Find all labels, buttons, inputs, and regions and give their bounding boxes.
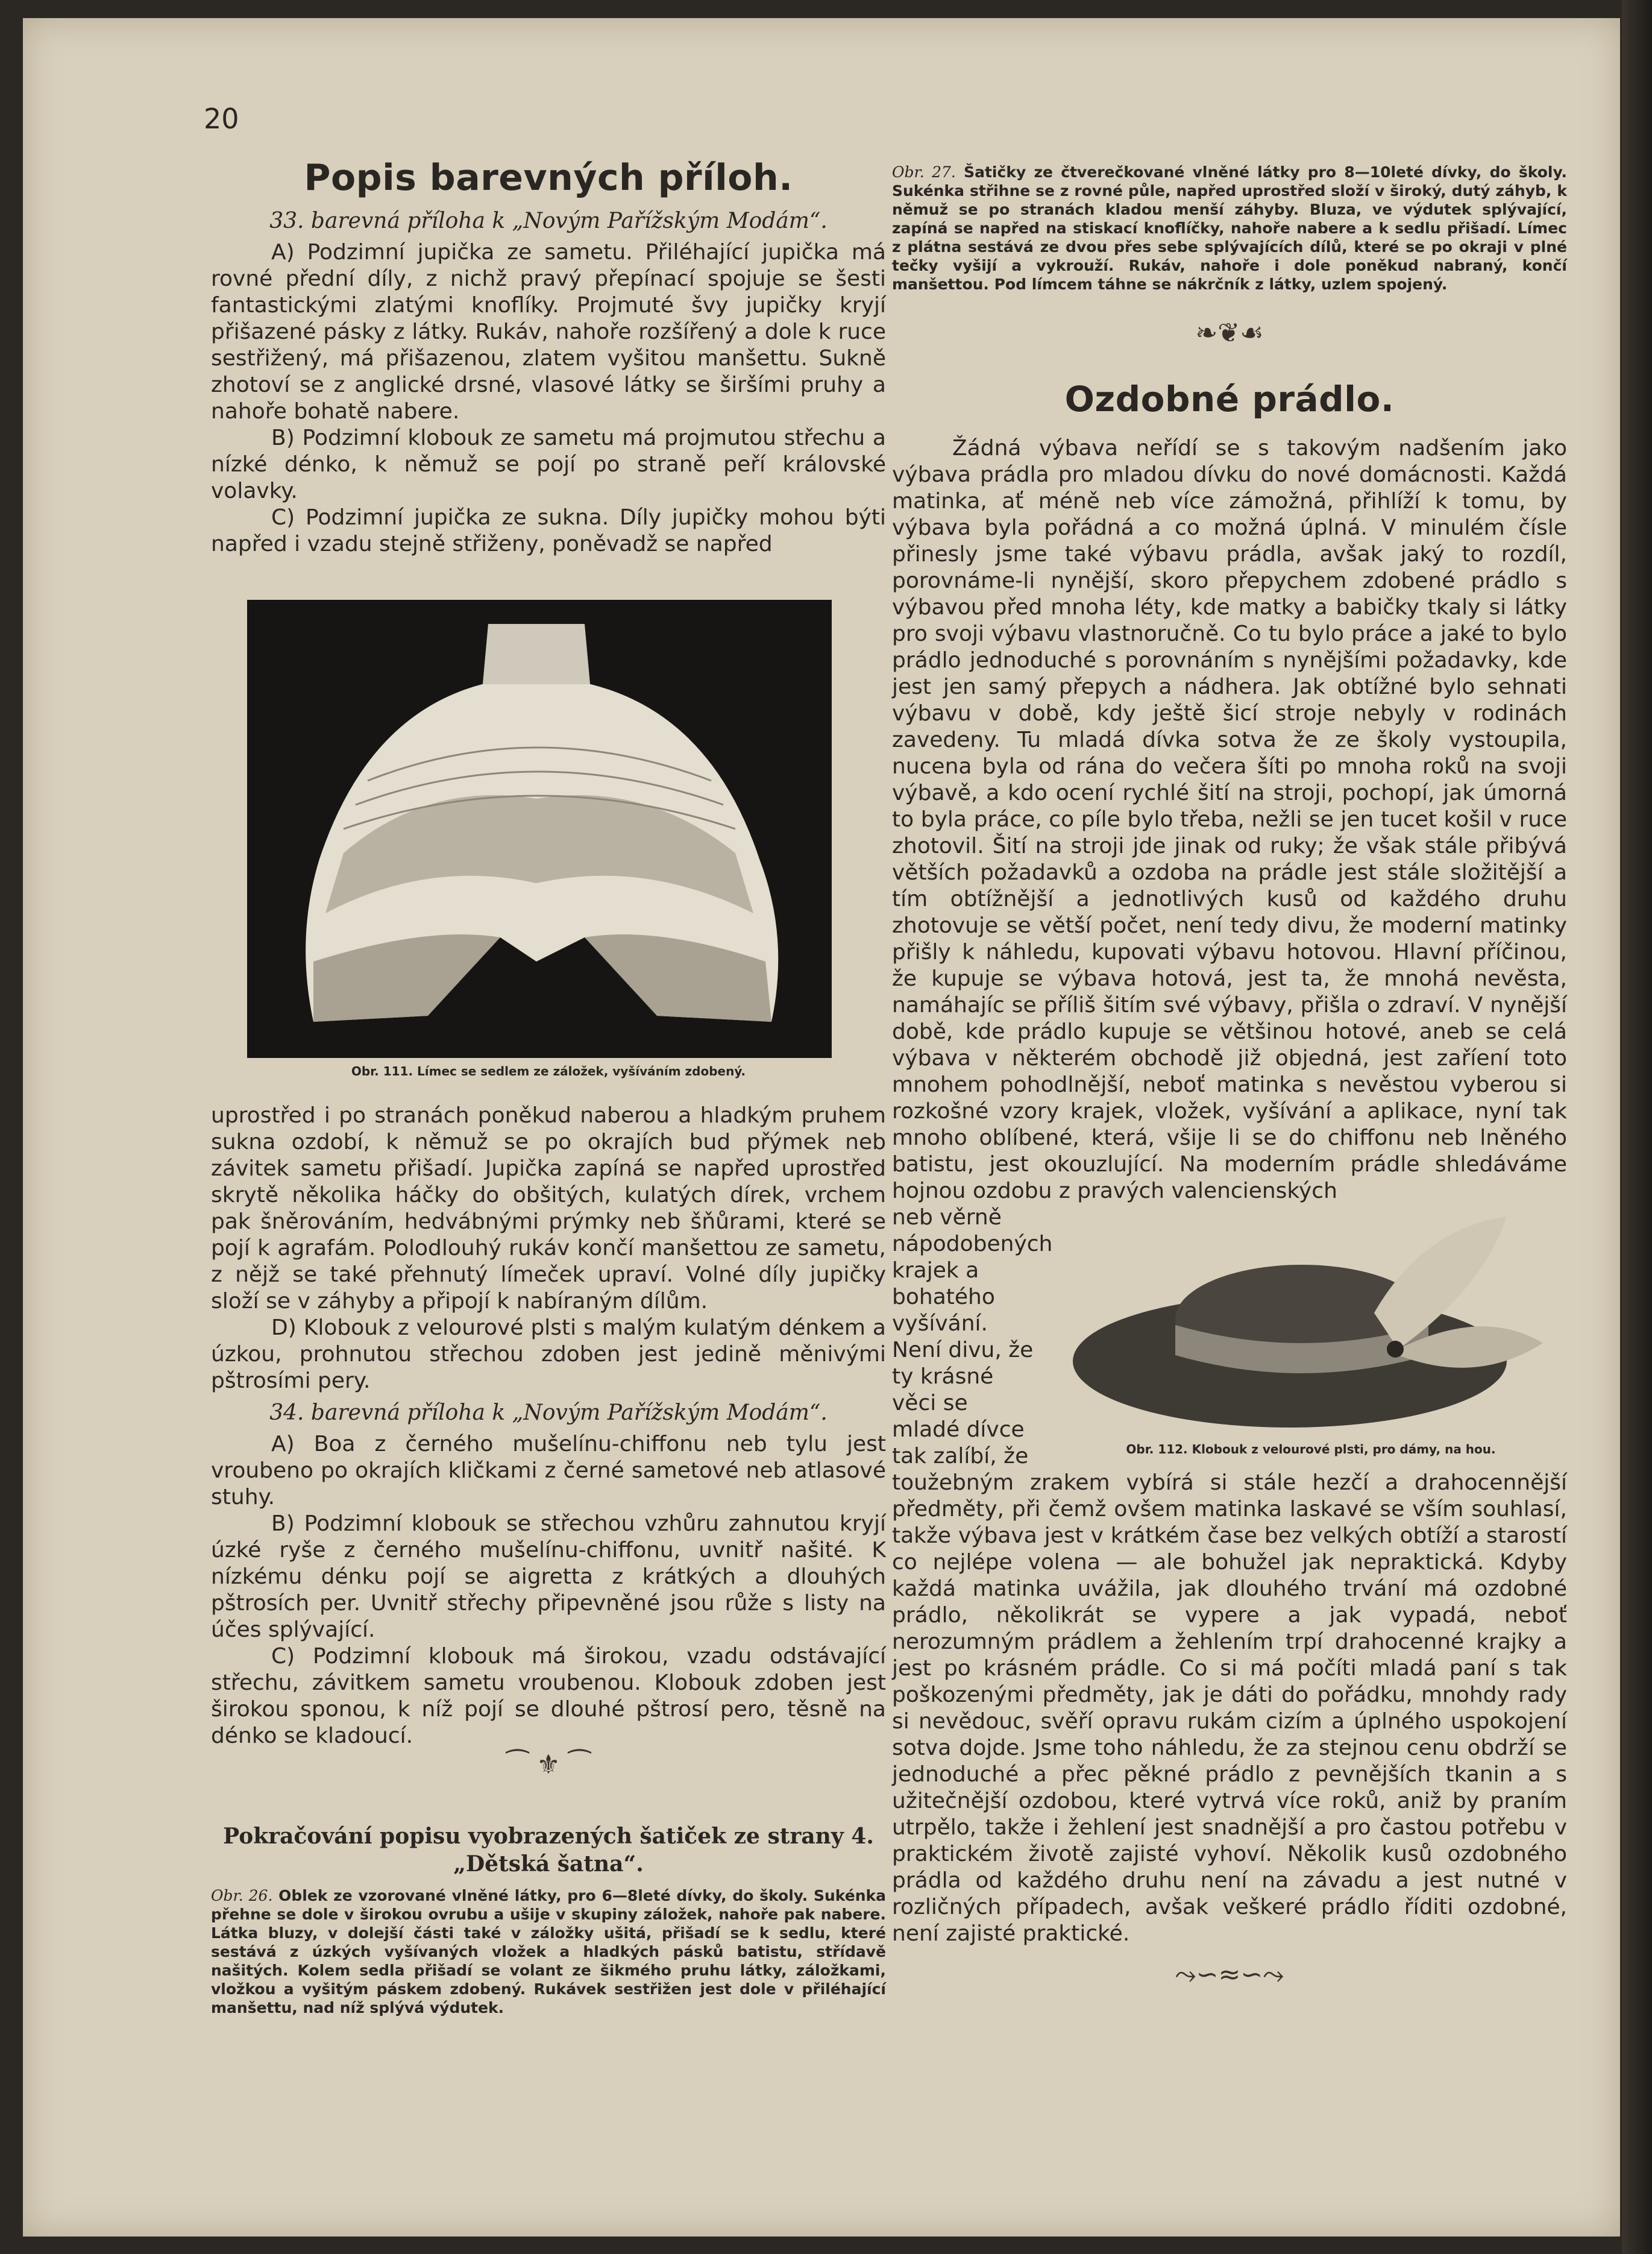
obr-26-text (211, 1886, 886, 2017)
obr-27-label: Obr. 27. (892, 163, 956, 181)
right-column (892, 157, 1567, 1990)
paragraph-prádlo-2: toužebným zrakem vybírá si stále hezčí a drahocennější předměty, při čemž ovšem matinka laskavé se vším souhlasí, takže výbava jest v krátkém čase bez velkých obtíží a starostí co nejlépe volena — ale bohužel jak nepraktická. Kdyby každá matinka uvážila, jak dlouhého trvání má ozdobné prádlo, několikrát se vypere a jak vypadá, neboť nerozumným prádlem a žehlením trpí drahocenné krajky a jest po krásném prádle. Co si má počíti mladá paní s tak poškozenými předměty, jak je dáti do pořádku, mnohdy rady si nevědouc, svěří opravu rukám cizím a úplného uspokojení sotva dojde. Jsme toho náhledu, že za stejnou cenu obdrží se jednoduché a přec pěkné prádlo z pevnějších tkanin a s užitečnější ozdobou, které vytrvá více roků, aniž by praním utrpělo, takže i žehlení jest snadnější a pro častou potřebu v praktickém životě zajisté vyhoví. Několik kusů ozdobného prádla od každého druhu není na závadu a jest nutné v rozličných případech, avšak veškeré prádlo říditi ozdobné, není zajisté praktické. (892, 1470, 1567, 1946)
figure-112-caption: Obr. 112. Klobouk z velourové plsti, pro dámy, na hou. (1126, 1442, 1496, 1456)
ornament-flourish-icon: ❧❦☙ (1195, 318, 1264, 348)
obr-27-description: Šatičky ze čtverečkované vlněné látky pro 8—10leté dívky, do školy. Sukénka střihne se z rovné půle, napřed uprostřed složí v široký, dutý záhyb, k němuž se po stranách kladou menší záhyby. Bluza, ve výdutek splývající, zapíná se napřed na stiskací knoflíčky, nahoře nabere a k sedlu přišadí. Límec z plátna sestává ze dvou přes sebe splývajících dílů, které se po okraji v plné tečky vyšijí a vykrouží. Rukáv, nahoře i dole poněkud nabraný, končí manšettou. Pod límcem táhne se nákrčník z látky, uzlem spojený. (892, 163, 1567, 293)
section-34-heading: 34. barevná příloha k „Novým Pařížským Modám“. (269, 1400, 828, 1425)
paragraph-a: A) Podzimní jupička ze sametu. Přiléhající jupička má rovné přední díly, z nichž pravý přepínací spojuje se šesti fantastickými zlatými knoflíky. Projmuté švy jupičky kryjí přišazené pásky z látky. Rukáv, nahoře rozšířený a dole k ruce sestřižený, má přišazenou, zlatem vyšitou manšettu. Sukně zhotoví se z anglické drsné, vlasové látky se širšími pruhy a nahoře bohatě nabere. (211, 240, 886, 424)
continuation-heading: Pokračování popisu vyobrazených šatiček ze strany 4. „Dětská šatna“. (223, 1824, 874, 1877)
paragraph-34a: A) Boa z černého mušelínu-chiffonu neb tylu jest vroubeno po okrajích kličkami z černé sametové neb atlasové stuhy. (211, 1432, 886, 1509)
hat-figure-block (892, 1204, 1567, 1470)
ornament-end-icon: ⤳∽≈∽⤳ (1175, 1959, 1284, 1990)
obr-26-description: Oblek ze vzorované vlněné látky, pro 6—8leté dívky, do školy. Sukénka přehne se dole v širokou ovrubu a ušije v skupiny záložek, nahoře pak nabere. Látka bluzy, v dolejší části také v záložky ušitá, přišadí se k sedlu, které sestává z úzkých vyšívaných vložek a hladkých pásků batistu, střídavě našitých. Kolem sedla přišadí se volant ze šikmého pruhu látky, záložkami, vložkou a vyšitým páskem zdobený. Rukávek sestřižen jest dole v přiléhající manšettu, nad níž splývá výdutek. (211, 1887, 886, 2016)
collar-photo (247, 600, 832, 1058)
collar-illustration (247, 600, 832, 1058)
paragraph-c: C) Podzimní jupička ze sukna. Díly jupičky mohou býti napřed i vzadu stejně střiženy, poněvadž se napřed (211, 505, 886, 556)
obr-27-text (892, 163, 1567, 294)
page-number: 20 (204, 102, 239, 135)
book-spine (1622, 0, 1652, 2254)
left-column (211, 157, 886, 2017)
ornament-divider-icon: ⁀ ⚜ ⁀ (506, 1749, 591, 1780)
hat-figure (1061, 1204, 1561, 1456)
left-title: Popis barevných příloh. (304, 157, 793, 199)
paragraph-34b: B) Podzimní klobouk se střechou vzhůru zahnutou kryjí úzké ryše z černého mušelínu-chiffonu, uvnitř našité. K nízkému dénku pojí se aigretta z krátkých a dlouhých pštrosích per. Uvnitř střechy připevněné jsou růže s listy na účes splývající. (211, 1511, 886, 1642)
paragraph-c-continued: uprostřed i po stranách poněkud naberou a hladkým pruhem sukna ozdobí, k němuž se po okrajích bud přýmek neb závitek sametu přišadí. Jupička zapíná se napřed uprostřed skrytě několika háčky do obšitých, kulatých dírek, vrchem pak šněrováním, hedvábnými prýmky neb šňůrami, které se pojí k agrafám. Polodlouhý rukáv končí manšettou ze sametu, z nějž se také přehnutý límeček upraví. Volné díly jupičky složí se v záhyby a připojí k nabíraným dílům. (211, 1103, 886, 1314)
paragraph-b: B) Podzimní klobouk ze sametu má projmutou střechu a nízké dénko, k němuž se pojí po straně peří královské volavky. (211, 426, 886, 503)
paragraph-34c: C) Podzimní klobouk má širokou, vzadu odstávající střechu, závitkem sametu vroubenou. Klobouk zdoben jest širokou sponou, k níž pojí se dlouhé pštrosí pero, těsně na dénko se kladoucí. (211, 1644, 886, 1748)
paragraph-prádlo-narrow: neb věrně nápodobených krajek a bohatého vyšívání. Není divu, že ty krásné věci se mladé dívce tak zalíbí, že (892, 1205, 1053, 1469)
paragraph-d: D) Klobouk z velourové plsti s malým kulatým dénkem a úzkou, prohnutou střechou zdoben jest jedině měnivými pštrosími pery. (211, 1315, 886, 1393)
obr-26-label: Obr. 26. (211, 1887, 273, 1904)
section-33-heading: 33. barevná příloha k „Novým Pařížským Modám“. (269, 209, 828, 233)
hat-illustration (1061, 1204, 1561, 1440)
figure-111-caption: Obr. 111. Límec se sedlem ze záložek, vyšíváním zdobený. (351, 1064, 746, 1078)
page (23, 18, 1620, 2237)
paragraph-prádlo-1: Žádná výbava neřídí se s takovým nadšením jako výbava prádla pro mladou dívku do nové domácnosti. Každá matinka, ať méně neb více zámožná, přihlíží k tomu, by výbava byla pořádná a co možná úplná. V minulém čísle přinesly jsme také výbavu prádla, avšak jaký to rozdíl, porovnáme-li nynější, skoro přepychem zdobené prádlo s výbavou před mnoha léty, kde matky a babičky tkaly si látky pro svoji výbavu vlastnoručně. Co tu bylo práce a jaké to bylo prádlo jednoduché s porovnáním s nynějšími požadavky, kde jest jen samý přepych a nádhera. Jak obtížné bylo sehnati výbavu v době, kdy ještě šicí stroje nebyly v rodinách zavedeny. Tu mladá dívka sotva že ze školy vystoupila, nucena byla od rána do večera šíti po mnoha roků na svoji výbavě, a kdo ocení rychlé šití na stroji, pochopí, jak úmorná to byla práce, co píle bylo třeba, nežli se jen tucet košil v ruce zhotovil. Šití na stroji jde jinak od ruky; že však stále přibývá větších požadavků a ozdoba na prádle jest stále složitější a tím obtížnější a jednotlivých kusů od každého druhu zhotovuje se větší počet, není tedy divu, že moderní matinky přišly k náhledu, kupovati výbavu hotovou. Hlavní příčinou, že kupuje se výbava hotová, jest ta, že mnohá nevěsta, namáhajíc se příliš šitím své výbavy, přišla o zdraví. V nynější době, kde prádlo kupuje se většinou hotové, aneb se celá výbava v některém obchodě již objedná, jest zaříení toto mnohem pohodlnější, neboť matinka s nevěstou vyberou si rozkošné vzory krajek, vložek, vyšívání a aplikace, nyní tak mnoho oblíbené, která, všije li se do chiffonu neb lněného batistu, jest okouzlující. Na moderním prádle shledáváme hojnou ozdobu z pravých valencienských (892, 436, 1567, 1203)
right-title: Ozdobné prádlo. (1064, 379, 1395, 420)
